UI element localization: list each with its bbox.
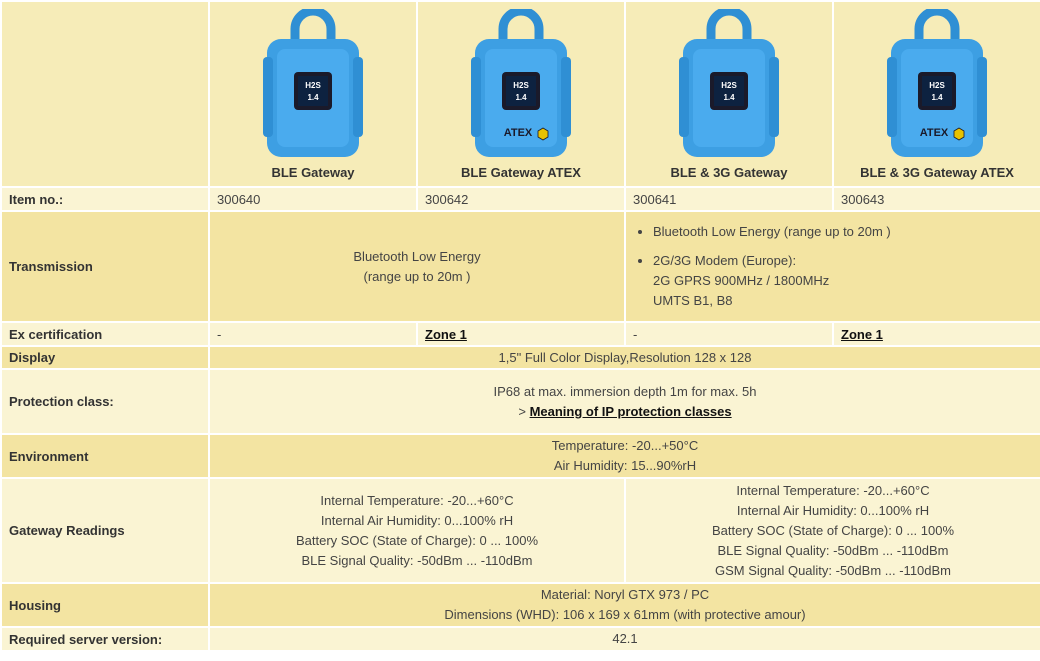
product-col-2 (418, 2, 624, 186)
ex-cell: - (210, 323, 416, 345)
text-line: • 2G/3G Modem (Europe): (653, 253, 797, 268)
text-line: Dimensions (WHD): 106 x 169 x 61mm (with protective amour) (444, 607, 806, 622)
row-label: Display (2, 347, 208, 368)
text-line: (range up to 20m ) (363, 268, 471, 284)
atex-mark: ATEX (919, 126, 949, 139)
product-col-4 (834, 2, 1040, 186)
device-gas-label: H2S (305, 80, 321, 90)
text-line: Internal Air Humidity: 0...100% rH (736, 502, 930, 518)
product-col-1 (210, 2, 416, 186)
display-cell: 1,5" Full Color Display,Resolution 128 x 128 (210, 347, 1040, 368)
device-gas-label: H2S (513, 80, 529, 90)
text-line: IP68 at max. immersion depth 1m for max. 5h (493, 383, 757, 399)
row-label: Gateway Readings (2, 479, 208, 582)
product-name: BLE Gateway ATEX (461, 164, 581, 180)
header-corner (2, 2, 208, 186)
row-label: Environment (2, 435, 208, 477)
product-name: BLE & 3G Gateway ATEX (860, 164, 1014, 180)
gateway-device-image (263, 9, 363, 161)
device-gas-value: 1.4 (723, 92, 735, 102)
text-line: Temperature: -20...+50°C (551, 438, 699, 453)
gateway-device-image (887, 9, 987, 161)
product-name: BLE & 3G Gateway (670, 164, 788, 180)
row-ex-certification (2, 323, 1040, 345)
transmission-3g-cell (626, 212, 1040, 321)
zone-1-link[interactable]: Zone 1 (841, 326, 883, 342)
ex-cell (834, 323, 1040, 345)
text-line: Internal Air Humidity: 0...100% rH (320, 512, 514, 528)
product-name: BLE Gateway (271, 164, 355, 180)
transmission-ble-cell (210, 212, 624, 321)
link-prefix: > (518, 403, 530, 419)
row-item-no (2, 188, 1040, 210)
transmission-list (633, 222, 1033, 311)
text-line: BLE Signal Quality: -50dBm ... -110dBm (301, 552, 533, 568)
text-line: Internal Temperature: -20...+60°C (320, 492, 514, 508)
row-protection-class (2, 370, 1040, 433)
row-housing (2, 584, 1040, 626)
product-col-3 (626, 2, 832, 186)
row-label: Required server version: (2, 628, 208, 650)
list-item (653, 222, 1033, 242)
row-server-version (2, 628, 1040, 650)
text-line: 2G GPRS 900MHz / 1800MHz (653, 273, 830, 288)
row-label: Housing (2, 584, 208, 626)
gateway-device-image (471, 9, 571, 161)
environment-cell (210, 435, 1040, 477)
row-label: Transmission (2, 212, 208, 321)
protection-link-line (217, 402, 1033, 422)
server-version-cell: 42.1 (210, 628, 1040, 650)
text-line: Internal Temperature: -20...+60°C (736, 482, 930, 498)
item-no-cell: 300640 (210, 188, 416, 210)
device-gas-label: H2S (721, 80, 737, 90)
text-line: Bluetooth Low Energy (353, 248, 481, 264)
row-transmission (2, 212, 1040, 321)
device-gas-label: H2S (929, 80, 945, 90)
device-gas-value: 1.4 (931, 92, 943, 102)
text-line: Material: Noryl GTX 973 / PC (540, 587, 710, 602)
product-header-row (2, 2, 1040, 186)
text-line: GSM Signal Quality: -50dBm ... -110dBm (714, 562, 952, 578)
row-gateway-readings (2, 479, 1040, 582)
row-label: Item no.: (2, 188, 208, 210)
ex-hexagon-icon (538, 128, 548, 140)
device-gas-value: 1.4 (515, 92, 527, 102)
text-line: BLE Signal Quality: -50dBm ... -110dBm (717, 542, 949, 558)
readings-3g-cell (626, 479, 1040, 582)
text-line: Battery SOC (State of Charge): 0 ... 100% (295, 532, 539, 548)
item-no-cell: 300642 (418, 188, 624, 210)
ex-cell: - (626, 323, 832, 345)
ex-cell (418, 323, 624, 345)
row-label: Protection class: (2, 370, 208, 433)
row-environment (2, 435, 1040, 477)
text-line: • Bluetooth Low Energy (range up to 20m ) (653, 224, 891, 239)
text-line: UMTS B1, B8 (653, 293, 733, 308)
row-label: Ex certification (2, 323, 208, 345)
item-no-cell: 300641 (626, 188, 832, 210)
gateway-device-image (679, 9, 779, 161)
atex-mark: ATEX (503, 126, 533, 139)
text-line: Battery SOC (State of Charge): 0 ... 100% (711, 522, 955, 538)
list-item (653, 251, 1033, 311)
text-line: Air Humidity: 15...90%rH (553, 458, 697, 473)
readings-ble-cell (210, 479, 624, 582)
item-no-cell: 300643 (834, 188, 1040, 210)
ip-classes-link[interactable]: Meaning of IP protection classes (529, 403, 732, 419)
device-gas-value: 1.4 (307, 92, 319, 102)
housing-cell (210, 584, 1040, 626)
zone-1-link[interactable]: Zone 1 (425, 326, 467, 342)
row-display (2, 347, 1040, 368)
protection-cell (210, 370, 1040, 433)
ex-hexagon-icon (954, 128, 964, 140)
